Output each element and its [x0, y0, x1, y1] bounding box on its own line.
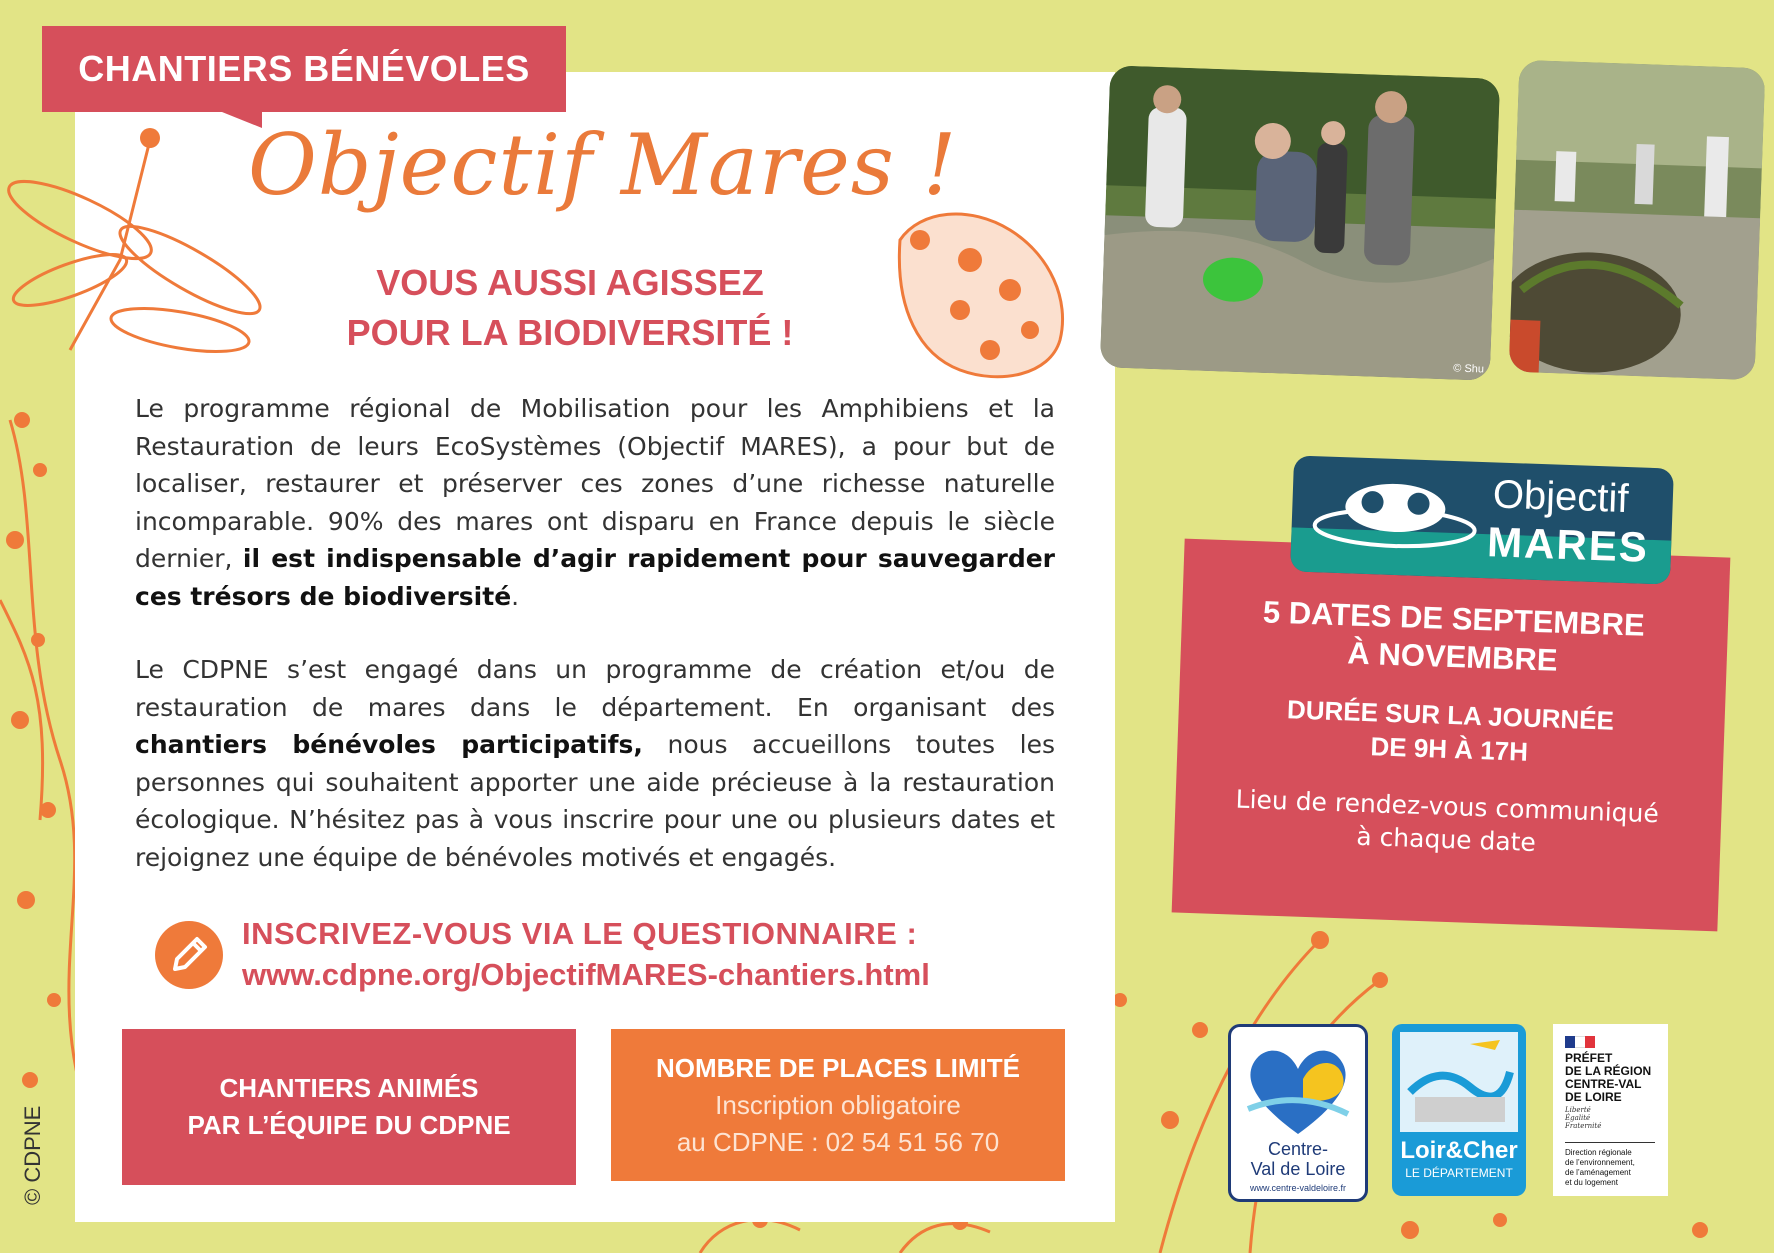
headline-line-1: VOUS AUSSI AGISSEZ — [376, 262, 764, 303]
program-paragraph — [135, 651, 1055, 876]
places-box — [611, 1029, 1065, 1181]
program-bold-text: chantiers bénévoles participatifs, — [135, 730, 643, 759]
register-link[interactable]: www.cdpne.org/ObjectifMARES-chantiers.html — [242, 957, 930, 992]
centre-val-de-loire-logo — [1228, 1024, 1368, 1202]
dates-panel-text — [1181, 591, 1720, 865]
staff-box — [122, 1029, 576, 1185]
script-title: Objectif Mares ! — [248, 116, 958, 214]
duration-line-1: DURÉE SUR LA JOURNÉE — [1286, 694, 1615, 736]
lc-sub: LE DÉPARTEMENT — [1405, 1166, 1513, 1180]
pond-cleanup-photo — [1509, 60, 1766, 380]
lc-name: Loir&Cher — [1400, 1137, 1518, 1164]
headline-line-2: POUR LA BIODIVERSITÉ ! — [346, 312, 794, 353]
prefet-title — [1565, 1052, 1651, 1104]
places-title: NOMBRE DE PLACES LIMITÉ — [655, 1052, 1020, 1083]
cvl-line-1: Centre- — [1267, 1139, 1329, 1159]
intro-paragraph — [135, 390, 1055, 615]
cvl-line-2: Val de Loire — [1250, 1159, 1346, 1179]
dir-1: Direction régionale — [1565, 1148, 1632, 1157]
pencil-icon — [155, 921, 223, 989]
place-line-1: Lieu de rendez-vous communiqué — [1235, 784, 1660, 829]
salamander-icon — [1400, 1032, 1518, 1132]
cvl-name — [1231, 1139, 1365, 1179]
places-line-2: Inscription obligatoire — [715, 1089, 961, 1120]
loir-et-cher-logo — [1392, 1024, 1526, 1196]
staff-line-1: CHANTIERS ANIMÉS — [219, 1073, 479, 1103]
motto-1: Liberté — [1565, 1106, 1591, 1114]
intro-bold-text: il est indispensable d’agir rapidement pour sauvegarder ces trésors de biodiversité — [135, 544, 1055, 611]
staff-line-2: PAR L’ÉQUIPE DU CDPNE — [187, 1110, 511, 1140]
heart-icon — [1243, 1039, 1353, 1139]
dir-4: et du logement — [1565, 1178, 1618, 1187]
motto-2: Égalité — [1565, 1114, 1591, 1122]
prefet-motto — [1565, 1106, 1601, 1130]
prefet-line-3: CENTRE-VAL — [1565, 1077, 1642, 1091]
intro-text: Le programme régional de Mobilisation pour les Amphibiens et la Restauration de leurs EcoSystèmes (Objectif MARES), a pour but de localiser, restaurer et préserver ces zones d’une richesse naturelle incomparable. 90% des mares ont disparu en France depuis le siècle dernier, — [135, 394, 1055, 573]
program-text-a: Le CDPNE s’est engagé dans un programme de création et/ou de restauration de mares dans le département. En organisant des — [135, 655, 1055, 722]
french-flag-icon — [1565, 1036, 1595, 1048]
prefet-logo — [1553, 1024, 1668, 1196]
cvl-url: www.centre-valdeloire.fr — [1249, 1183, 1347, 1193]
prefet-direction — [1565, 1148, 1635, 1188]
volunteers-photo — [1100, 65, 1500, 380]
frog-illustration — [880, 200, 1080, 390]
motto-3: Fraternité — [1565, 1122, 1602, 1130]
logo-objectif-text: Objectif — [1492, 472, 1630, 522]
program-text-b: nous accueillons toutes les personnes qui souhaitent apporter une aide précieuse à la restauration écologique. N’hésitez pas à vous inscrire pour une ou plusieurs dates et rejoignez une équipe de bénévoles motivés et engagés. — [135, 730, 1055, 872]
prefet-line-1: PRÉFET — [1565, 1051, 1613, 1065]
prefet-divider — [1565, 1142, 1655, 1143]
prefet-line-2: DE LA RÉGION — [1565, 1064, 1652, 1078]
headline — [250, 258, 890, 358]
duration-line-2: DE 9H À 17H — [1370, 731, 1529, 767]
lc-illustration — [1400, 1032, 1518, 1132]
dir-2: de l’environnement, — [1565, 1158, 1635, 1167]
dir-3: de l’aménagement — [1565, 1168, 1631, 1177]
objectif-mares-logo — [1290, 455, 1674, 584]
copyright: © CDPNE — [20, 1105, 45, 1205]
prefet-line-4: DE LOIRE — [1565, 1090, 1622, 1104]
intro-end: . — [511, 581, 520, 611]
dragonfly-illustration — [0, 120, 280, 360]
places-phone: au CDPNE : 02 54 51 56 70 — [676, 1126, 1000, 1157]
logo-mares-text: MARES — [1486, 518, 1650, 571]
section-tag: CHANTIERS BÉNÉVOLES — [42, 26, 566, 112]
dates-line-1: 5 DATES DE SEPTEMBRE — [1262, 594, 1646, 643]
dates-line-2: À NOVEMBRE — [1346, 635, 1559, 678]
register-heading: INSCRIVEZ-VOUS VIA LE QUESTIONNAIRE : — [242, 916, 918, 951]
frog-eyes-icon — [1309, 470, 1482, 556]
photo-credit: © Shu — [1453, 362, 1485, 376]
place-line-2: à chaque date — [1355, 821, 1537, 858]
